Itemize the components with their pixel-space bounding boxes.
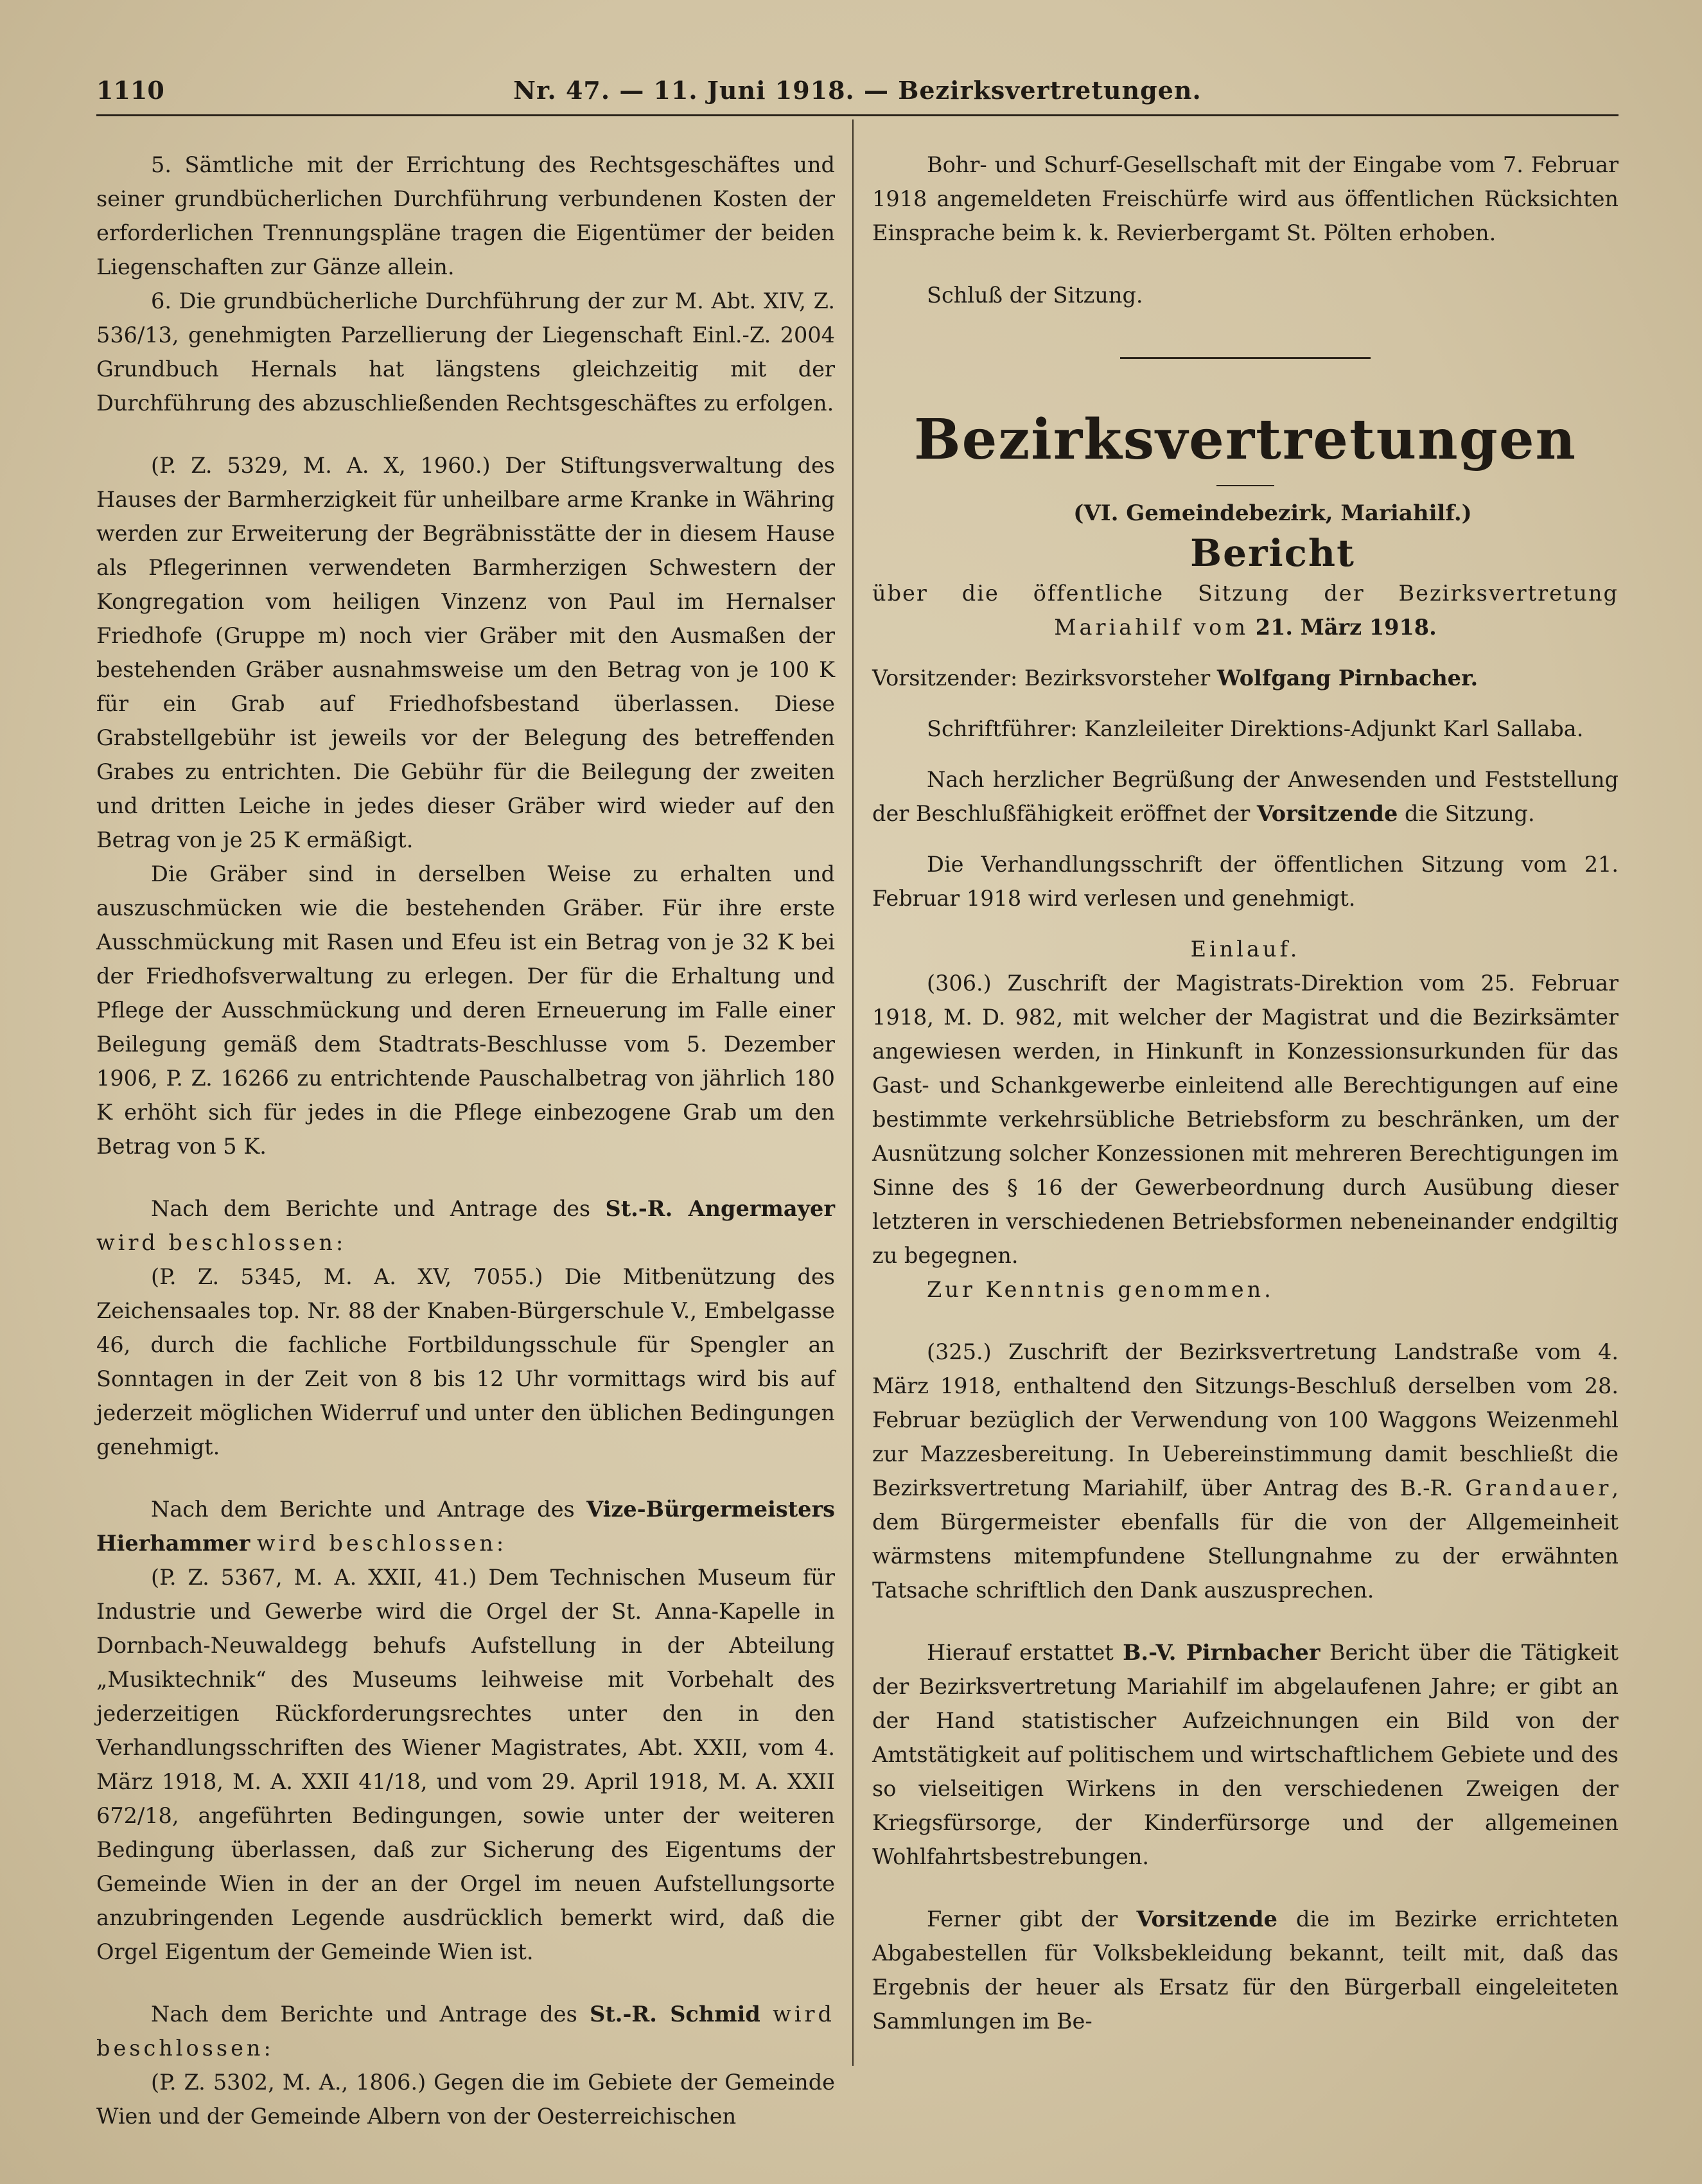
paragraph: (P. Z. 5302, M. A., 1806.) Gegen die im Gebiete der Gemeinde Wien und der Gemeinde Albern von der Oesterreichischen bbox=[96, 2070, 835, 2129]
resolution-intro: Nach dem Berichte und Antrage des St.-R. Angermayer wird beschlossen: bbox=[96, 1196, 835, 1255]
einlauf-heading: Einlauf. bbox=[1190, 937, 1301, 962]
paragraph: Hierauf erstattet B.-V. Pirnbacher Bericht über die Tätigkeit der Bezirksvertretung Mariahilf im abgelaufenen Jahre; er gibt an der Hand statistischer Aufzeichnungen ein Bild von der Amtstätigkeit auf politischem und wirtschaftlichem Gebiete und des so vielseitigen Wirkens in den verschiedenen Zweigen der Kriegsfürsorge, der Kinderfürsorge und der allgemeinen Wohlfahrtsbestrebungen. bbox=[872, 1640, 1619, 1869]
resolution-intro: Nach dem Berichte und Antrage des Vize-Bürgermeisters Hierhammer wird beschlossen: bbox=[96, 1497, 835, 1556]
column-divider bbox=[852, 119, 854, 2066]
resolution-intro: Nach dem Berichte und Antrage des St.-R. Schmid wird beschlossen: bbox=[96, 2002, 835, 2061]
chairman-name: Wolfgang Pirnbacher. bbox=[1216, 665, 1478, 691]
left-column bbox=[96, 148, 835, 2133]
paragraph: Die Gräber sind in derselben Weise zu erhalten und auszuschmücken wie die bestehenden Gräber. Für ihre erste Ausschmückung mit Rasen und Efeu ist ein Betrag von je 32 K bei der Friedhofsverwaltung zu erlegen. Der für die Erhaltung und Pflege der Ausschmückung und deren Erneuerung im Falle einer Beilegung gemäß dem Stadtrats-Beschlusse vom 5. Dezember 1906, P. Z. 16266 zu entrichtende Pauschalbetrag von jährlich 180 K erhöht sich für jedes in die Pflege einbezogene Grab um den Betrag von 5 K. bbox=[96, 861, 835, 1159]
chairman-line: Vorsitzender: Bezirksvorsteher Wolfgang Pirnbacher. bbox=[872, 665, 1478, 691]
paragraph: (306.) Zuschrift der Magistrats-Direktion vom 25. Februar 1918, M. D. 982, mit welcher der Magistrat und die Bezirksämter angewiesen werden, in Hinkunft in Konzessionsurkunden für das Gast- und Schankgewerbe einleitend alle Berechtigungen auf eine bestimmte verkehrsübliche Betriebsform zu beschränken, um der Ausnützung solcher Konzessionen mit mehreren Berechtigungen im Sinne des § 16 der Gewerbeordnung durch Ausübung dieser letzteren in verschiedenen Betriebsformen nebeneinander endgiltig zu begegnen. bbox=[872, 971, 1619, 1268]
report-subtitle: über die öffentliche Sitzung der Bezirksvertretung bbox=[872, 581, 1619, 606]
page-header bbox=[96, 76, 1619, 114]
secretary-line: Schriftführer: Kanzleileiter Direktions-Adjunkt Karl Sallaba. bbox=[927, 716, 1584, 741]
paragraph: (P. Z. 5367, M. A. XXII, 41.) Dem Technischen Museum für Industrie und Gewerbe wird die Orgel der St. Anna-Kapelle in Dornbach-Neuwaldegg behufs Aufstellung in der Abteilung „Musiktechnik“ des Museums leihweise mit Vorbehalt des jederzeitigen Rückforderungsrechtes unter den in den Verhandlungsschriften des Wiener Magistrates, Abt. XXII, vom 4. März 1918, M. A. XXII 41/18, und vom 29. April 1918, M. A. XXII 672/18, angeführten Bedingungen, sowie unter der weiteren Bedingung überlassen, daß zur Sicherung des Eigentums der Gemeinde Wien in der an der Orgel im neuen Aufstellungsorte anzubringenden Legende ausdrücklich bemerkt wird, daß die Orgel Eigentum der Gemeinde Wien ist. bbox=[96, 1565, 835, 1964]
page-number: 1110 bbox=[96, 76, 164, 105]
paragraph: (P. Z. 5345, M. A. XV, 7055.) Die Mitbenützung des Zeichensaales top. Nr. 88 der Knaben-Bürgerschule V., Embelgasse 46, durch die fachliche Fortbildungsschule für Spengler an Sonntagen in der Zeit von 8 bis 12 Uhr vormittags wird bis auf jederzeit möglichen Widerruf und unter den üblichen Bedingungen genehmigt. bbox=[96, 1264, 835, 1459]
header-rule bbox=[96, 114, 1619, 116]
councillor-name: Vize-Bürgermeisters Hierhammer bbox=[96, 1497, 835, 1556]
report-heading: Bericht bbox=[1190, 531, 1355, 575]
councillor-name: St.-R. Schmid bbox=[590, 2002, 760, 2027]
paragraph: Ferner gibt der Vorsitzende die im Bezirke errichteten Abgabestellen für Volksbekleidung bekannt, teilt mit, daß das Ergebnis der heuer als Ersatz für den Bürgerball eingeleiteten Sammlungen im Be- bbox=[872, 1907, 1619, 2034]
running-title: Nr. 47. — 11. Juni 1918. — Bezirksvertretungen. bbox=[513, 76, 1202, 105]
section-title: Bezirksvertretungen bbox=[913, 407, 1577, 472]
councillor-name: St.-R. Angermayer bbox=[605, 1196, 835, 1221]
paragraph: 5. Sämtliche mit der Errichtung des Rechtsgeschäftes und seiner grundbücherlichen Durchführung verbundenen Kosten der erforderlichen Trennungspläne tragen die Eigentümer der beiden Liegenschaften zur Gänze allein. bbox=[96, 152, 835, 279]
report-subtitle-2: Mariahilf vom 21. März 1918. bbox=[1054, 615, 1437, 640]
district-heading: (VI. Gemeindebezirk, Mariahilf.) bbox=[1073, 500, 1472, 526]
paragraph: (325.) Zuschrift der Bezirksvertretung Landstraße vom 4. März 1918, enthaltend den Sitzungs-Beschluß derselben vom 28. Februar bezüglich der Verwendung von 100 Waggons Weizenmehl zur Mazzesbereitung. In Uebereinstimmung damit beschließt die Bezirksvertretung Mariahilf, über Antrag des B.-R. Grandauer, dem Bürgermeister ebenfalls für die von der Allgemeinheit wärmstens mitempfundene Stellungnahme zu der erwähnten Tatsache schriftlich den Dank auszusprechen. bbox=[872, 1339, 1619, 1603]
paragraph: Nach herzlicher Begrüßung der Anwesenden und Feststellung der Beschlußfähigkeit eröffnet der Vorsitzende die Sitzung. bbox=[872, 767, 1619, 826]
paragraph: (P. Z. 5329, M. A. X, 1960.) Der Stiftungsverwaltung des Hauses der Barmherzigkeit für unheilbare arme Kranke in Währing werden zur Erweiterung der Begräbnisstätte der in diesem Hause als Pflegerinnen verwendeten Barmherzigen Schwestern der Kongregation vom heiligen Vinzenz von Paul im Hernalser Friedhofe (Gruppe m) noch vier Gräber mit den Ausmaßen der bestehenden Gräber ausnahmsweise um den Betrag von je 100 K für ein Grab auf Friedhofsbestand überlassen. Diese Grabstellgebühr ist jeweils vor der Belegung des betreffenden Grabes zu entrichten. Die Gebühr für die Beilegung der zweiten und dritten Leiche in jedes dieser Gräber wird wieder auf den Betrag von je 25 K ermäßigt. bbox=[96, 453, 835, 852]
session-date: 21. März 1918. bbox=[1255, 615, 1437, 640]
paragraph: Die Verhandlungsschrift der öffentlichen Sitzung vom 21. Februar 1918 wird verlesen und genehmigt. bbox=[872, 852, 1619, 911]
right-column bbox=[872, 148, 1619, 2038]
paragraph: Zur Kenntnis genommen. bbox=[927, 1277, 1274, 1302]
paragraph: Bohr- und Schurf-Gesellschaft mit der Eingabe vom 7. Februar 1918 angemeldeten Freischürfe wird aus öffentlichen Rücksichten Einsprache beim k. k. Revierbergamt St. Pölten erhoben. bbox=[872, 152, 1619, 245]
paragraph: 6. Die grundbücherliche Durchführung der zur M. Abt. XIV, Z. 536/13, genehmigten Parzellierung der Liegenschaft Einl.-Z. 2004 Grundbuch Hernals hat längstens gleichzeitig mit der Durchführung des abzuschließenden Rechtsgeschäftes zu erfolgen. bbox=[96, 288, 835, 416]
paragraph: Schluß der Sitzung. bbox=[927, 283, 1143, 308]
